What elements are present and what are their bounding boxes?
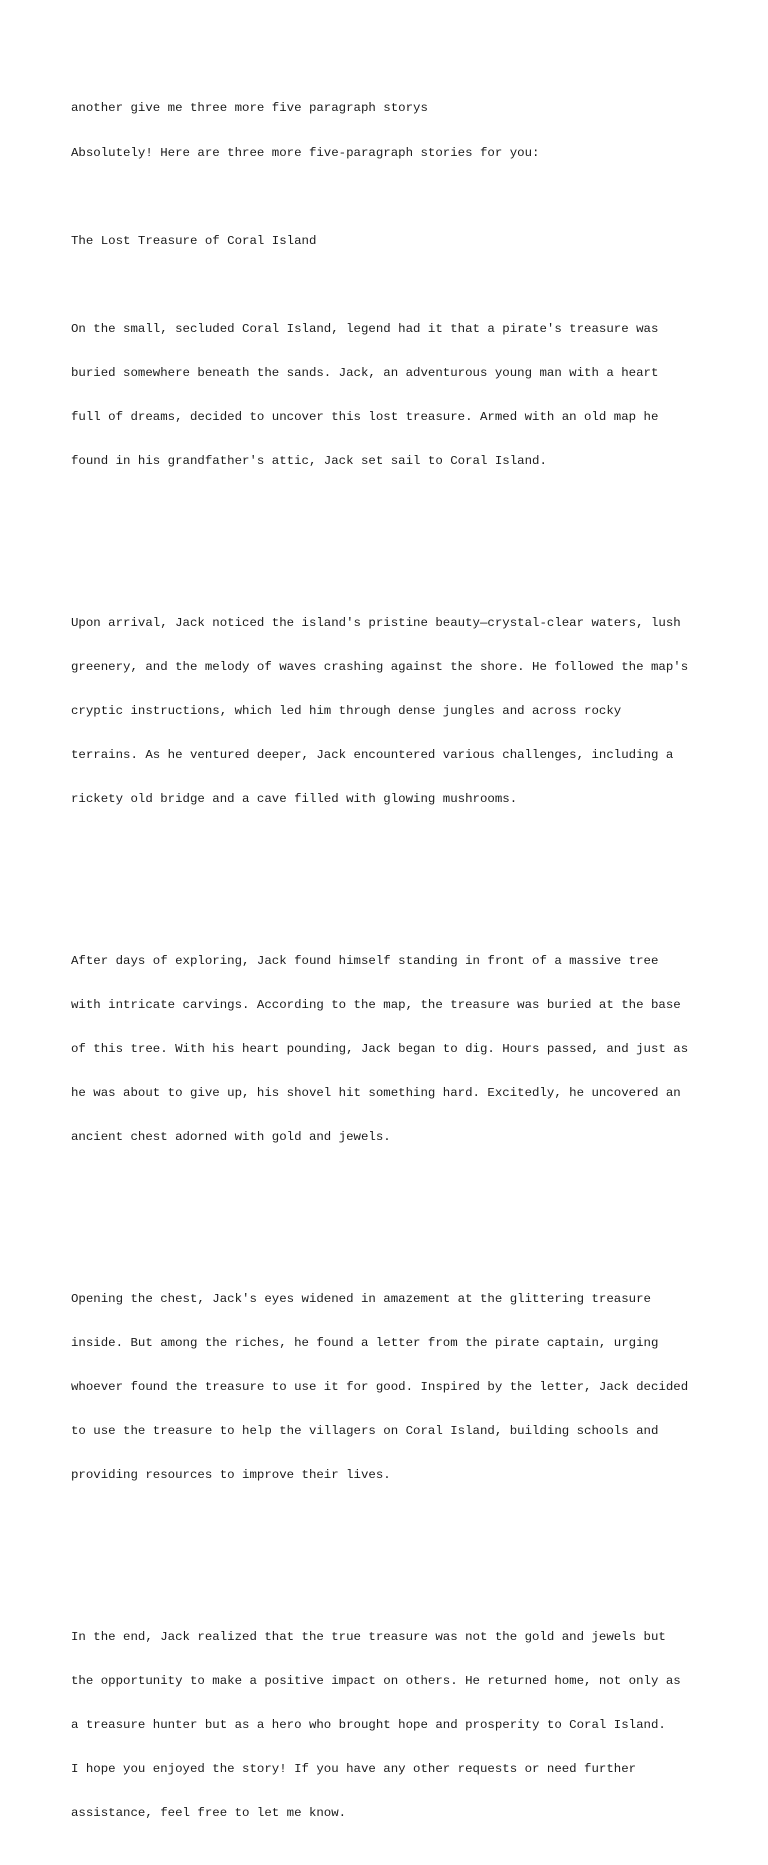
paragraph-line: with intricate carvings. According to the map, the treasure was buried at the base [71, 998, 681, 1013]
document-page [71, 72, 731, 1865]
paragraph-1 [71, 292, 731, 498]
paragraph-5 [71, 1601, 731, 1851]
paragraph-line: full of dreams, decided to uncover this lost treasure. Armed with an old map he [71, 410, 659, 425]
paragraph-line: providing resources to improve their lives. [71, 1468, 391, 1483]
paragraph-4 [71, 1263, 731, 1513]
paragraph-line: I hope you enjoyed the story! If you have any other requests or need further [71, 1762, 637, 1777]
paragraph-line: On the small, secluded Coral Island, legend had it that a pirate's treasure was [71, 321, 659, 336]
paragraph-line: a treasure hunter but as a hero who brought hope and prosperity to Coral Island. [71, 1718, 666, 1733]
paragraph-2 [71, 586, 731, 836]
paragraph-line: ancient chest adorned with gold and jewels. [71, 1130, 391, 1145]
paragraph-line: Upon arrival, Jack noticed the island's pristine beauty—crystal-clear waters, lush [71, 615, 681, 630]
prompt-text: another give me three more five paragraph storys [71, 101, 428, 116]
paragraph-line: of this tree. With his heart pounding, Jack began to dig. Hours passed, and just as [71, 1042, 689, 1057]
spacer [71, 866, 731, 881]
paragraph-line: whoever found the treasure to use it for good. Inspired by the letter, Jack decided [71, 1380, 689, 1395]
paragraph-line: to use the treasure to help the villagers on Coral Island, building schools and [71, 1424, 659, 1439]
spacer [71, 528, 731, 543]
reply-intro: Absolutely! Here are three more five-paragraph stories for you: [71, 145, 540, 160]
spacer [71, 1542, 731, 1557]
spacer [71, 1204, 731, 1219]
paragraph-line: assistance, feel free to let me know. [71, 1806, 347, 1821]
story-title: The Lost Treasure of Coral Island [71, 233, 317, 248]
paragraph-line: greenery, and the melody of waves crashing against the shore. He followed the map's [71, 659, 689, 674]
paragraph-line: terrains. As he ventured deeper, Jack encountered various challenges, including a [71, 748, 674, 763]
paragraph-line: inside. But among the riches, he found a letter from the pirate captain, urging [71, 1336, 659, 1351]
paragraph-line: found in his grandfather's attic, Jack set sail to Coral Island. [71, 454, 547, 469]
paragraph-line: rickety old bridge and a cave filled with glowing mushrooms. [71, 792, 518, 807]
paragraph-3 [71, 925, 731, 1175]
paragraph-line: the opportunity to make a positive impact on others. He returned home, not only as [71, 1674, 681, 1689]
paragraph-line: he was about to give up, his shovel hit something hard. Excitedly, he uncovered an [71, 1086, 681, 1101]
paragraph-line: After days of exploring, Jack found himself standing in front of a massive tree [71, 953, 659, 968]
paragraph-line: Opening the chest, Jack's eyes widened in amazement at the glittering treasure [71, 1292, 651, 1307]
spacer [71, 190, 731, 205]
paragraph-line: In the end, Jack realized that the true treasure was not the gold and jewels but [71, 1630, 666, 1645]
paragraph-line: cryptic instructions, which led him through dense jungles and across rocky [71, 704, 622, 719]
paragraph-line: buried somewhere beneath the sands. Jack, an adventurous young man with a heart [71, 365, 659, 380]
